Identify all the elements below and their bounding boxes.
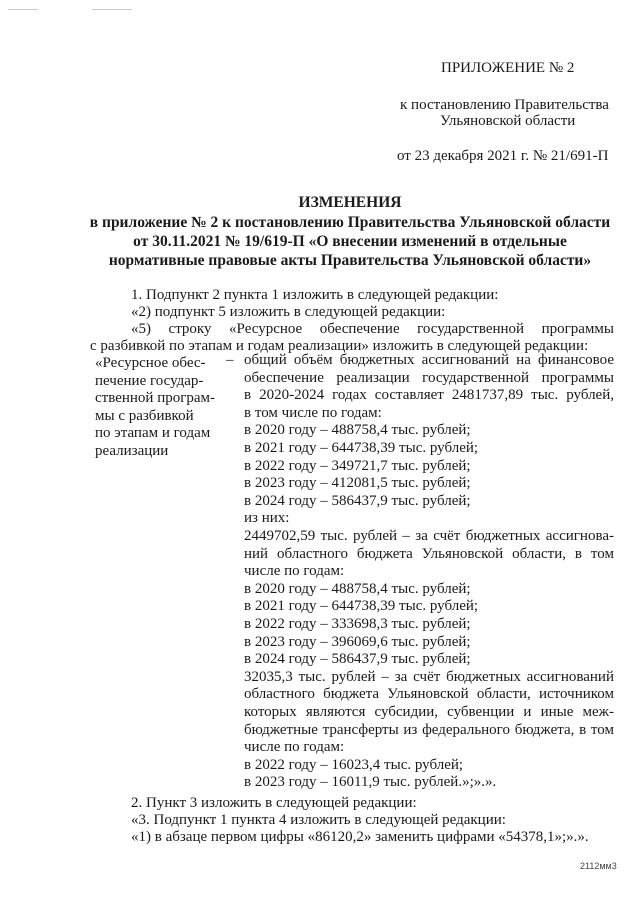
right-cell-line: областного бюджета Ульяновской области, источником <box>244 686 614 703</box>
right-cell-line: 2449702,59 тыс. рублей – за счёт бюджетных ассигнова- <box>244 528 614 544</box>
document-heading: ИЗМЕНЕНИЯ <box>298 194 402 211</box>
table-dash: – <box>226 352 234 368</box>
left-cell-line: печение государ- <box>95 372 204 389</box>
right-cell-line: в 2020 году – 488758,4 тыс. рублей; <box>244 580 471 597</box>
footer-code: 2112мм3 <box>580 861 617 871</box>
left-cell-line: «Ресурсное обес- <box>95 355 206 371</box>
left-cell-line: реализации <box>95 442 169 459</box>
right-cell-line: общий объём бюджетных ассигнований на финансовое <box>244 352 614 368</box>
table-left-column <box>95 355 215 460</box>
outro-paragraph-2: «3. Подпункт 1 пункта 4 изложить в следующей редакции: <box>131 812 506 828</box>
right-cell-line: бюджетные трансферты из федерального бюджета, в том <box>244 721 614 738</box>
right-cell-line: в 2020-2024 годах составляет 2481737,89 тыс. рублей, <box>244 387 614 404</box>
right-cell-line: в 2024 году – 586437,9 тыс. рублей; <box>244 492 471 509</box>
right-cell-line: в 2020 году – 488758,4 тыс. рублей; <box>244 422 471 439</box>
right-cell-line: из них: <box>244 510 290 527</box>
scan-mark-left <box>8 9 38 10</box>
annex-region-line: Ульяновской области <box>440 113 576 129</box>
annex-decree-line: к постановлению Правительства <box>400 97 609 113</box>
right-cell-line: обеспечение реализации государственной программы <box>244 369 614 386</box>
right-cell-line: в 2022 году – 333698,3 тыс. рублей; <box>244 616 471 632</box>
right-cell-line: в 2024 году – 586437,9 тыс. рублей; <box>244 651 471 668</box>
left-cell-line: по этапам и годам <box>95 425 211 441</box>
right-cell-line: в 2022 году – 16023,4 тыс. рублей; <box>244 756 464 773</box>
right-cell-line: в том числе по годам: <box>244 404 382 421</box>
title-line-2: от 30.11.2021 № 19/619-П «О внесении изменений в отдельные <box>133 233 567 250</box>
intro-paragraph-1: 1. Подпункт 2 пункта 1 изложить в следующей редакции: <box>131 287 499 303</box>
right-cell-line: числе по годам: <box>244 739 345 756</box>
scan-mark-right <box>92 9 132 10</box>
right-cell-line: которых являются субсидии, субвенции и иные меж- <box>244 704 614 720</box>
intro-paragraph-3a: «5) строку «Ресурсное обеспечение государственной программы <box>131 321 614 337</box>
outro-paragraph-3: «1) в абзаце первом цифры «86120,2» заменить цифрами «54378,1»;».». <box>131 829 589 845</box>
right-cell-line: в 2023 году – 396069,6 тыс. рублей; <box>244 633 471 650</box>
intro-paragraph-2: «2) подпункт 5 изложить в следующей редакции: <box>131 304 446 320</box>
right-cell-line: в 2023 году – 16011,9 тыс. рублей.»;».». <box>244 774 497 791</box>
left-cell-line: мы с разбивкой <box>95 407 194 424</box>
left-cell-line: ственной програм- <box>95 390 216 406</box>
annex-date: от 23 декабря 2021 г. № 21/691-П <box>397 148 609 164</box>
intro-paragraph-3b: с разбивкой по этапам и годам реализации» изложить в следующей редакции: <box>90 338 589 354</box>
right-cell-line: в 2021 году – 644738,39 тыс. рублей; <box>244 440 479 456</box>
right-cell-line: ний областного бюджета Ульяновской области, в том <box>244 545 614 562</box>
right-cell-line: в 2023 году – 412081,5 тыс. рублей; <box>244 475 471 492</box>
title-line-1: в приложение № 2 к постановлению Правительства Ульяновской области <box>89 214 611 231</box>
right-cell-line: в 2022 году – 349721,7 тыс. рублей; <box>244 457 471 474</box>
right-cell-line: в 2021 году – 644738,39 тыс. рублей; <box>244 598 479 615</box>
outro-paragraph-1: 2. Пункт 3 изложить в следующей редакции: <box>131 795 417 811</box>
title-line-3: нормативные правовые акты Правительства Ульяновской области» <box>108 252 592 269</box>
right-cell-line: числе по годам: <box>244 563 345 580</box>
annex-label: ПРИЛОЖЕНИЕ № 2 <box>441 60 575 76</box>
right-cell-line: 32035,3 тыс. рублей – за счёт бюджетных ассигнований <box>244 668 614 685</box>
